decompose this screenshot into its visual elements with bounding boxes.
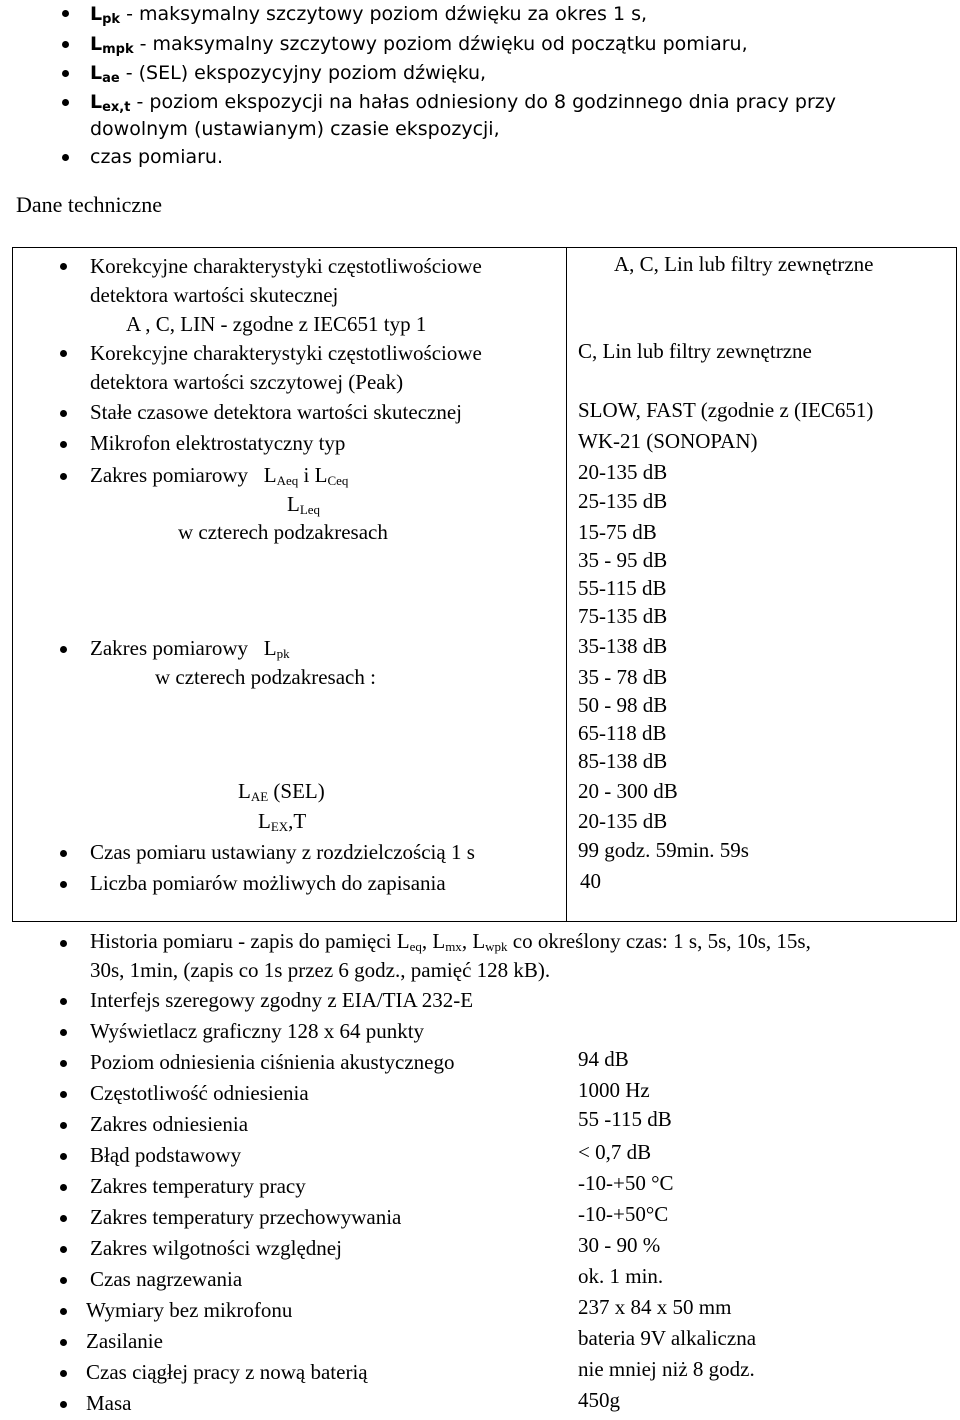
table-value: 20 - 300 dB bbox=[578, 779, 678, 803]
bullet bbox=[62, 99, 69, 106]
table-label-sub: A , C, LIN - zgodne z IEC651 typ 1 bbox=[126, 312, 427, 336]
intro-item bbox=[90, 60, 486, 86]
spec-label: Zasilanie bbox=[86, 1329, 163, 1353]
bullet bbox=[60, 350, 67, 357]
table-value: 50 - 98 dB bbox=[578, 693, 668, 717]
bullet bbox=[60, 1246, 67, 1253]
table-label: Stałe czasowe detektora wartości skutecznej bbox=[90, 400, 463, 424]
intro-text: - maksymalny szczytowy poziom dźwięku za okres 1 s, bbox=[120, 3, 648, 25]
spec-label: Poziom odniesienia ciśnienia akustycznego bbox=[90, 1050, 455, 1074]
subscript: pk bbox=[102, 12, 121, 27]
spec-label: Zakres temperatury przechowywania bbox=[90, 1205, 402, 1229]
bullet bbox=[60, 473, 67, 480]
bullet bbox=[62, 41, 69, 48]
table-value: 20-135 dB bbox=[578, 460, 668, 484]
symbol: L bbox=[90, 3, 103, 25]
intro-item bbox=[90, 89, 945, 115]
table-value: 35 - 78 dB bbox=[578, 665, 668, 689]
table-top-border bbox=[12, 247, 957, 248]
bullet bbox=[60, 1122, 67, 1129]
table-label: $L_{Leq}$ bbox=[287, 492, 321, 517]
table-label: Mikrofon elektrostatyczny typ bbox=[90, 431, 346, 455]
spec-value: bateria 9V alkaliczna bbox=[578, 1326, 757, 1350]
bullet bbox=[60, 1277, 67, 1284]
spec-value: < 0,7 dB bbox=[578, 1140, 652, 1164]
bullet bbox=[60, 998, 67, 1005]
spec-label: Czas ciągłej pracy z nową baterią bbox=[86, 1360, 368, 1384]
table-value: 35-138 dB bbox=[578, 634, 668, 658]
symbol: L bbox=[90, 91, 103, 113]
table-value: 55-115 dB bbox=[578, 576, 667, 600]
spec-label: Interfejs szeregowy zgodny z EIA/TIA 232-E bbox=[90, 988, 474, 1012]
table-label: $L_{EX},T$ bbox=[258, 809, 307, 834]
bullet bbox=[60, 850, 67, 857]
table-value: 99 godz. 59min. 59s bbox=[578, 838, 749, 862]
bullet bbox=[62, 154, 69, 161]
table-label: Korekcyjne charakterystyki częstotliwościowe bbox=[90, 341, 482, 365]
table-left-border bbox=[12, 247, 13, 922]
symbol: L bbox=[90, 33, 103, 55]
table-label-sub: w czterech podzakresach : bbox=[155, 665, 376, 689]
bullet bbox=[60, 441, 67, 448]
spec-value: 1000 Hz bbox=[578, 1078, 650, 1102]
table-value: 40 bbox=[580, 869, 601, 893]
table-value: 35 - 95 dB bbox=[578, 548, 668, 572]
table-value: A, C, Lin lub filtry zewnętrzne bbox=[614, 252, 874, 276]
bullet bbox=[62, 70, 69, 77]
bullet bbox=[60, 1370, 67, 1377]
table-label: $L_{AE}$ (SEL) bbox=[238, 779, 325, 804]
table-value: 25-135 dB bbox=[578, 489, 668, 513]
table-label: Korekcyjne charakterystyki częstotliwościowe bbox=[90, 254, 482, 278]
spec-label: Masa bbox=[86, 1391, 132, 1415]
table-value: 85-138 dB bbox=[578, 749, 668, 773]
table-column-divider bbox=[566, 247, 567, 922]
table-value: 15-75 dB bbox=[578, 520, 657, 544]
bullet bbox=[60, 1401, 67, 1408]
bullet bbox=[60, 1153, 67, 1160]
bullet bbox=[60, 410, 67, 417]
history-text-cont: 30s, 1min, (zapis co 1s przez 6 godz., pamięć 128 kB). bbox=[90, 958, 551, 982]
table-label: Czas pomiaru ustawiany z rozdzielczością 1 s bbox=[90, 840, 475, 864]
table-value: 20-135 dB bbox=[578, 809, 668, 833]
spec-value: -10-+50°C bbox=[578, 1202, 669, 1226]
bullet bbox=[60, 1215, 67, 1222]
table-value: 75-135 dB bbox=[578, 604, 668, 628]
history-text: Historia pomiaru - zapis do pamięci $L_{eq}$, $L_{mx}$, $L_{wpk}$ co określony czas: 1 s, 5s, 10s, 15s, bbox=[90, 929, 811, 954]
subscript: mpk bbox=[102, 42, 134, 57]
spec-label: Zakres odniesienia bbox=[90, 1112, 249, 1136]
spec-label: Wymiary bez mikrofonu bbox=[86, 1298, 293, 1322]
spec-label: Czas nagrzewania bbox=[90, 1267, 243, 1291]
spec-value: 237 x 84 x 50 mm bbox=[578, 1295, 732, 1319]
bullet bbox=[62, 10, 69, 17]
table-value: C, Lin lub filtry zewnętrzne bbox=[578, 339, 812, 363]
bullet bbox=[60, 263, 67, 270]
intro-text: - poziom ekspozycji na hałas odniesiony do 8 godzinnego dnia pracy przy bbox=[130, 91, 837, 113]
spec-label: Wyświetlacz graficzny 128 x 64 punkty bbox=[90, 1019, 425, 1043]
subscript: ex,t bbox=[102, 100, 131, 115]
spec-value: nie mniej niż 8 godz. bbox=[578, 1357, 755, 1381]
spec-value: 55 -115 dB bbox=[578, 1107, 672, 1131]
intro-item-cont: dowolnym (ustawianym) czasie ekspozycji, bbox=[90, 118, 500, 140]
table-label: Liczba pomiarów możliwych do zapisania bbox=[90, 871, 446, 895]
bullet bbox=[60, 1060, 67, 1067]
spec-label: Zakres temperatury pracy bbox=[90, 1174, 306, 1198]
subscript: ae bbox=[102, 71, 120, 86]
intro-text: - (SEL) ekspozycyjny poziom dźwięku, bbox=[119, 62, 487, 84]
bullet bbox=[60, 1308, 67, 1315]
table-right-border bbox=[956, 247, 957, 922]
bullet bbox=[60, 1184, 67, 1191]
spec-value: -10-+50 °C bbox=[578, 1171, 674, 1195]
spec-label: Częstotliwość odniesienia bbox=[90, 1081, 309, 1105]
table-value: 65-118 dB bbox=[578, 721, 667, 745]
bullet bbox=[60, 1091, 67, 1098]
table-label-sub: w czterech podzakresach bbox=[178, 520, 388, 544]
symbol: L bbox=[90, 62, 103, 84]
spec-value: 30 - 90 % bbox=[578, 1233, 661, 1257]
spec-value: 94 dB bbox=[578, 1047, 629, 1071]
intro-text: - maksymalny szczytowy poziom dźwięku od początku pomiaru, bbox=[133, 33, 748, 55]
intro-item bbox=[90, 1, 647, 27]
table-label-cont: detektora wartości skutecznej bbox=[90, 283, 339, 307]
bullet bbox=[60, 881, 67, 888]
spec-value: ok. 1 min. bbox=[578, 1264, 664, 1288]
table-label-cont: detektora wartości szczytowej (Peak) bbox=[90, 370, 404, 394]
bullet bbox=[60, 1029, 67, 1036]
table-value: SLOW, FAST (zgodnie z (IEC651) bbox=[578, 398, 874, 422]
spec-value: 450g bbox=[578, 1388, 620, 1412]
bullet bbox=[60, 1339, 67, 1346]
table-label: Zakres pomiarowy $L_{pk}$ bbox=[90, 636, 290, 661]
section-heading: Dane techniczne bbox=[16, 192, 162, 217]
intro-item: czas pomiaru. bbox=[90, 146, 224, 168]
intro-item bbox=[90, 31, 748, 57]
spec-label: Błąd podstawowy bbox=[90, 1143, 242, 1167]
spec-label: Zakres wilgotności względnej bbox=[90, 1236, 342, 1260]
bullet bbox=[60, 646, 67, 653]
table-value: WK-21 (SONOPAN) bbox=[578, 429, 758, 453]
table-bottom-border bbox=[12, 921, 957, 922]
table-label: Zakres pomiarowy $L_{Aeq}$ i $L_{Ceq}$ bbox=[90, 463, 349, 488]
bullet bbox=[60, 940, 67, 947]
